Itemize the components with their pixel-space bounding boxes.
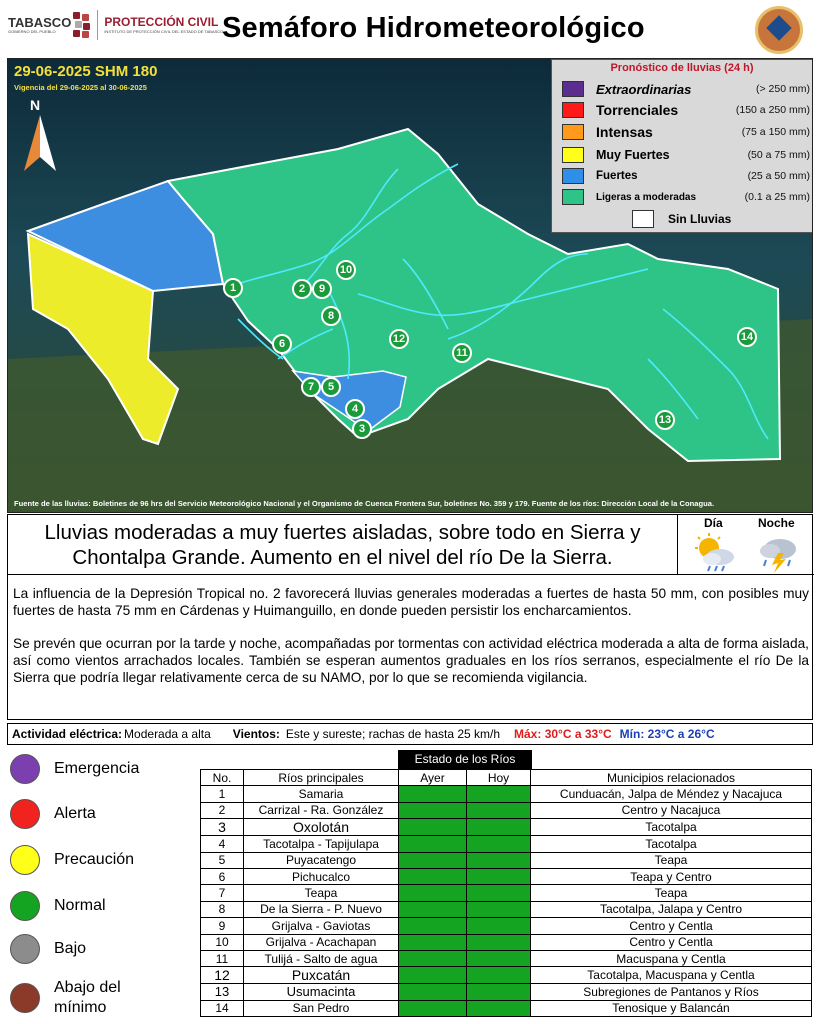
legend-name: Extraordinarias (596, 81, 692, 97)
legend-swatch (562, 168, 584, 184)
table-row (201, 786, 812, 802)
bulletin-date-title: 29-06-2025 SHM 180 (14, 63, 158, 80)
legend-item-muy-fuertes (562, 145, 810, 165)
river-name: De la Sierra - P. Nuevo (244, 901, 399, 917)
river-name: Tacotalpa - Tapijulapa (244, 836, 399, 852)
logo-pc-sub: INSTITUTO DE PROTECCIÓN CIVIL DEL ESTADO DE TABASCO (104, 29, 224, 34)
river-status-header: Estado de los Ríos (398, 750, 532, 769)
status-label: Alerta (54, 805, 96, 822)
column-header: Hoy (467, 770, 531, 786)
sun-rain-icon (692, 533, 738, 573)
river-municipios: Teapa (531, 885, 812, 901)
river-municipios: Tenosique y Balancán (531, 1000, 812, 1016)
status-label: Normal (54, 897, 106, 914)
forecast-paragraph-1: La influencia de la Depresión Tropical no. 2 favorecerá lluvias generales moderadas a fuertes de hasta 50 mm, con posibles muy fuertes de hasta 75 mm en Cárdenas y Huimanguillo, en donde pueden persistir los encharcamientos. (13, 586, 809, 618)
river-marker-10[interactable]: 10 (336, 260, 356, 280)
river-municipios: Teapa y Centro (531, 868, 812, 884)
river-no: 6 (201, 868, 244, 884)
river-name: Pichucalco (244, 868, 399, 884)
river-marker-4[interactable]: 4 (345, 399, 365, 419)
river-marker-12[interactable]: 12 (389, 329, 409, 349)
river-name: Tulijá - Salto de agua (244, 950, 399, 966)
tabasco-emblem-icon (73, 12, 91, 38)
river-no: 5 (201, 852, 244, 868)
rain-legend (551, 59, 813, 233)
legend-name: Muy Fuertes (596, 148, 670, 162)
river-municipios: Tacotalpa, Jalapa y Centro (531, 901, 812, 917)
status-abajo-minimo (10, 978, 144, 1018)
status-today (467, 885, 531, 901)
table-row (201, 967, 812, 984)
river-municipios: Centro y Nacajuca (531, 802, 812, 818)
table-row (201, 934, 812, 950)
river-marker-8[interactable]: 8 (321, 306, 341, 326)
river-marker-13[interactable]: 13 (655, 410, 675, 430)
legend-range: (75 a 150 mm) (741, 126, 810, 138)
legend-title: Pronóstico de lluvias (24 h) (610, 62, 754, 74)
river-municipios: Cunduacán, Jalpa de Méndez y Nacajuca (531, 786, 812, 802)
table-row (201, 802, 812, 818)
legend-name: Torrenciales (596, 102, 679, 118)
legend-item-extraordinarias (562, 79, 810, 99)
status-dot-icon (10, 983, 40, 1013)
forecast-summary (7, 514, 813, 720)
status-alerta (10, 799, 96, 829)
validity-period: Vigencia del 29-06-2025 al 30-06-2025 (14, 83, 147, 92)
north-arrow-icon (20, 113, 60, 183)
column-header: Ayer (399, 770, 467, 786)
legend-swatch (562, 102, 584, 118)
river-marker-3[interactable]: 3 (352, 419, 372, 439)
river-name: Carrizal - Ra. González (244, 802, 399, 818)
table-row (201, 950, 812, 966)
status-label: Precaución (54, 851, 135, 868)
status-today (467, 1000, 531, 1016)
river-municipios: Centro y Centla (531, 918, 812, 934)
legend-item-ligeras (562, 187, 810, 207)
river-name: Teapa (244, 885, 399, 901)
status-dot-icon (10, 891, 40, 921)
table-row (201, 901, 812, 917)
river-no: 13 (201, 984, 244, 1000)
legend-swatch (562, 81, 584, 97)
status-precaucion (10, 845, 134, 875)
table-row (201, 836, 812, 852)
status-dot-icon (10, 934, 40, 964)
river-no: 4 (201, 836, 244, 852)
day-label: Día (704, 516, 723, 530)
status-today (467, 918, 531, 934)
weather-info-strip (7, 723, 813, 745)
river-municipios: Centro y Centla (531, 934, 812, 950)
north-label: N (30, 97, 41, 113)
electric-activity-label: Actividad eléctrica: (12, 727, 123, 741)
status-yesterday (399, 1000, 467, 1016)
tabasco-logo (8, 10, 223, 40)
status-today (467, 802, 531, 818)
status-today (467, 836, 531, 852)
river-marker-1[interactable]: 1 (223, 278, 243, 298)
status-yesterday (399, 984, 467, 1000)
legend-name: Ligeras a moderadas (596, 191, 697, 203)
data-source-note: Fuente de las lluvias: Boletines de 96 hrs del Servicio Meteorológico Nacional y el Organismo de Cuenca Frontera Sur, boletines No. 359 y 179. Fuente de los ríos: Dirección Local de la Conagua. (14, 499, 715, 508)
river-name: Usumacinta (244, 984, 399, 1000)
column-header: Ríos principales (244, 770, 399, 786)
river-name: Grijalva - Acachapan (244, 934, 399, 950)
status-today (467, 934, 531, 950)
status-today (467, 819, 531, 836)
status-today (467, 984, 531, 1000)
river-name: Oxolotán (244, 819, 399, 836)
status-yesterday (399, 885, 467, 901)
river-name: Samaria (244, 786, 399, 802)
status-dot-icon (10, 799, 40, 829)
max-temperature: Máx: 30°C a 33°C (514, 727, 612, 741)
civil-protection-seal-icon (755, 6, 803, 54)
river-status-table (200, 769, 812, 1017)
status-yesterday (399, 786, 467, 802)
status-normal (10, 891, 106, 921)
river-municipios: Tacotalpa (531, 836, 812, 852)
river-no: 12 (201, 967, 244, 984)
status-yesterday (399, 967, 467, 984)
river-name: Grijalva - Gaviotas (244, 918, 399, 934)
status-yesterday (399, 819, 467, 836)
status-yesterday (399, 950, 467, 966)
legend-range: (25 a 50 mm) (747, 170, 810, 182)
status-yesterday (399, 901, 467, 917)
status-yesterday (399, 836, 467, 852)
river-no: 14 (201, 1000, 244, 1016)
legend-swatch (562, 147, 584, 163)
table-row (201, 1000, 812, 1016)
river-municipios: Tacotalpa (531, 819, 812, 836)
header (0, 0, 819, 56)
table-row (201, 868, 812, 884)
wind-value: Este y sureste; rachas de hasta 25 km/h (285, 727, 501, 741)
river-marker-9[interactable]: 9 (312, 279, 332, 299)
status-yesterday (399, 868, 467, 884)
status-yesterday (399, 918, 467, 934)
river-marker-6[interactable]: 6 (272, 334, 292, 354)
river-no: 10 (201, 934, 244, 950)
status-today (467, 901, 531, 917)
river-no: 7 (201, 885, 244, 901)
river-name: Puyacatengo (244, 852, 399, 868)
forecast-description (13, 585, 809, 686)
river-name: San Pedro (244, 1000, 399, 1016)
table-header-row (201, 770, 812, 786)
legend-swatch (562, 189, 584, 205)
electric-activity-value: Moderada a alta (124, 727, 211, 741)
legend-item-sin-lluvias (632, 210, 731, 228)
status-label: Emergencia (54, 760, 140, 777)
status-yesterday (399, 934, 467, 950)
river-marker-7[interactable]: 7 (301, 377, 321, 397)
legend-name: Intensas (596, 124, 653, 140)
status-bajo (10, 934, 86, 964)
legend-range: (150 a 250 mm) (735, 104, 810, 116)
legend-item-intensas (562, 122, 810, 142)
river-municipios: Teapa (531, 852, 812, 868)
status-today (467, 950, 531, 966)
logo-pc-text: PROTECCIÓN CIVIL (104, 15, 219, 29)
logo-tabasco-sub: GOBIERNO DEL PUEBLO (8, 29, 56, 34)
river-no: 3 (201, 819, 244, 836)
river-no: 2 (201, 802, 244, 818)
column-header: No. (201, 770, 244, 786)
river-marker-5[interactable]: 5 (321, 377, 341, 397)
status-today (467, 967, 531, 984)
legend-name: Fuertes (596, 170, 638, 182)
status-dot-icon (10, 754, 40, 784)
river-no: 8 (201, 901, 244, 917)
status-yesterday (399, 852, 467, 868)
table-row (201, 885, 812, 901)
legend-item-torrenciales (562, 100, 810, 120)
status-today (467, 786, 531, 802)
logo-divider (97, 10, 98, 40)
logo-tabasco-text: TABASCO (8, 15, 72, 30)
legend-range: (50 a 75 mm) (747, 149, 810, 161)
rain-forecast-map (7, 58, 813, 513)
legend-item-fuertes (562, 166, 810, 186)
legend-swatch (632, 210, 654, 228)
legend-swatch (562, 124, 584, 140)
status-yesterday (399, 802, 467, 818)
river-no: 11 (201, 950, 244, 966)
river-name: Puxcatán (244, 967, 399, 984)
min-temperature: Mín: 23°C a 26°C (619, 727, 715, 741)
table-row (201, 819, 812, 836)
day-night-icons (678, 515, 814, 575)
river-municipios: Macuspana y Centla (531, 950, 812, 966)
river-marker-2[interactable]: 2 (292, 279, 312, 299)
river-marker-14[interactable]: 14 (737, 327, 757, 347)
table-row (201, 918, 812, 934)
river-municipios: Subregiones de Pantanos y Ríos (531, 984, 812, 1000)
river-no: 1 (201, 786, 244, 802)
status-label: Abajo del mínimo (54, 979, 121, 1016)
forecast-headline: Lluvias moderadas a muy fuertes aisladas, sobre todo en Sierra y Chontalpa Grande. Aumento en el nivel del río De la Sierra. (8, 515, 678, 575)
status-emergencia (10, 754, 139, 784)
river-municipios: Tacotalpa, Macuspana y Centla (531, 967, 812, 984)
wind-label: Vientos: (232, 727, 280, 741)
storm-icon (754, 533, 804, 573)
legend-range: (> 250 mm) (756, 83, 810, 95)
legend-range: (0.1 a 25 mm) (744, 191, 810, 203)
river-no: 9 (201, 918, 244, 934)
table-row (201, 984, 812, 1000)
status-dot-icon (10, 845, 40, 875)
legend-name: Sin Lluvias (668, 212, 732, 226)
status-label: Bajo (54, 940, 87, 957)
column-header: Municipios relacionados (531, 770, 812, 786)
river-marker-11[interactable]: 11 (452, 343, 472, 363)
status-today (467, 868, 531, 884)
night-label: Noche (758, 516, 795, 530)
forecast-paragraph-2: Se prevén que ocurran por la tarde y noche, acompañadas por tormentas con actividad eléctrica moderada a alta de forma aislada, así como vientos arrachados locales. También se esperan aumentos graduales en los ríos serranos, especialmente el río De la Sierra que podría llegar relativamente cerca de su NAMO, por lo que se recomienda vigilancia. (13, 636, 809, 685)
table-row (201, 852, 812, 868)
page-title: Semáforo Hidrometeorológico (222, 12, 645, 44)
status-today (467, 852, 531, 868)
